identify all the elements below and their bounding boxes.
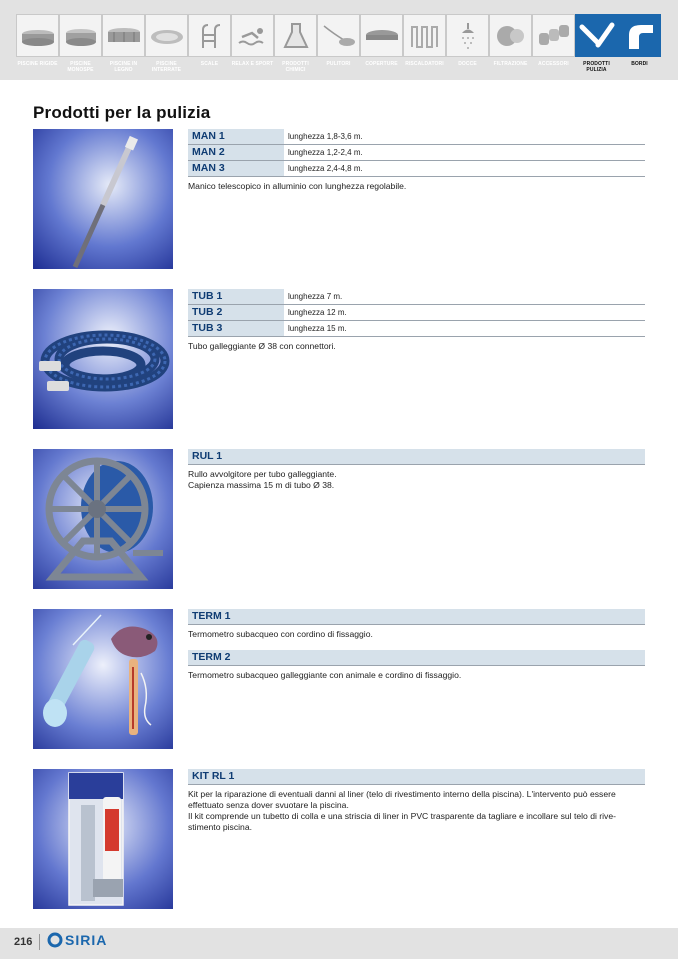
product-row	[188, 609, 645, 625]
category-accessori[interactable]	[532, 14, 575, 67]
product-row	[188, 305, 645, 321]
category-bordi[interactable]	[618, 14, 661, 67]
pool-edge-icon	[621, 19, 659, 53]
product-row	[188, 289, 645, 305]
category-label: PRODOTTI CHIMICI	[282, 61, 309, 73]
page-number: 216	[14, 936, 33, 948]
category-piscine-rigide[interactable]	[16, 14, 59, 67]
shower-icon	[449, 21, 487, 51]
category-label: FILTRAZIONE	[493, 61, 528, 67]
product-row	[188, 650, 645, 666]
product-code: TERM 1	[188, 609, 645, 624]
fittings-icon	[535, 21, 573, 51]
product-block-tub	[188, 289, 645, 352]
category-filtrazione[interactable]	[489, 14, 532, 67]
product-row	[188, 321, 645, 337]
product-image-repair-kit	[33, 769, 173, 909]
category-docce[interactable]	[446, 14, 489, 67]
product-spec: lunghezza 1,8-3,6 m.	[288, 132, 363, 141]
category-label: BORDI	[631, 61, 648, 67]
wooden-pool-icon	[105, 24, 143, 48]
product-description: Rullo avvolgitore per tubo galleggiante. Capienza massima 15 m di tubo Ø 38.	[188, 469, 337, 490]
category-label: COPERTURE	[365, 61, 398, 67]
product-code: MAN 3	[188, 161, 284, 176]
product-row	[188, 449, 645, 465]
category-label: RELAX E SPORT	[231, 61, 274, 67]
product-code: MAN 1	[188, 129, 284, 144]
product-image-thermometers	[33, 609, 173, 749]
product-code: TERM 2	[188, 650, 645, 665]
product-block-man	[188, 129, 645, 192]
category-navbar	[0, 0, 678, 80]
product-spec: lunghezza 2,4-4,8 m.	[288, 164, 363, 173]
category-piscine-interrate[interactable]	[145, 14, 188, 73]
product-code: MAN 2	[188, 145, 284, 160]
product-code: TUB 1	[188, 289, 284, 304]
category-label: PISCINE INTERRATE	[151, 61, 182, 73]
product-code: KIT RL 1	[188, 769, 645, 784]
product-row	[188, 129, 645, 145]
product-image-hose-reel	[33, 449, 173, 589]
footer-divider	[39, 934, 40, 950]
product-spec: lunghezza 12 m.	[288, 308, 347, 317]
rigid-pool-icon	[19, 24, 57, 48]
product-spec: lunghezza 15 m.	[288, 324, 347, 333]
category-coperture[interactable]	[360, 14, 403, 67]
category-label: PISCINE RIGIDE	[17, 61, 58, 67]
product-image-telescopic-pole	[33, 129, 173, 269]
logo-ring-icon	[47, 932, 63, 948]
swimmer-icon	[234, 22, 272, 50]
pool-cleaner-icon	[320, 22, 358, 50]
category-piscine-legno[interactable]	[102, 14, 145, 73]
category-piscine-monospe[interactable]	[59, 14, 102, 73]
category-scale[interactable]	[188, 14, 231, 67]
product-spec: lunghezza 7 m.	[288, 292, 343, 301]
ladder-icon	[191, 22, 229, 50]
product-block-kit	[188, 769, 645, 833]
logo-text: SIRIA	[65, 932, 108, 948]
category-label: RISCALDATORI	[405, 61, 444, 67]
product-code: RUL 1	[188, 449, 645, 464]
product-block-term	[188, 609, 645, 681]
category-label: PISCINE IN LEGNO	[109, 61, 138, 73]
product-description: Manico telescopico in alluminio con lunghezza regolabile.	[188, 181, 407, 191]
product-code: TUB 2	[188, 305, 284, 320]
category-label: SCALE	[200, 61, 219, 67]
product-row	[188, 145, 645, 161]
inground-pool-icon	[148, 24, 186, 48]
filter-icon	[492, 21, 530, 51]
category-label: PULITORI	[326, 61, 351, 67]
category-prodotti-chimici[interactable]	[274, 14, 317, 73]
heater-coil-icon	[406, 21, 444, 51]
category-label: ACCESSORI	[538, 61, 569, 67]
product-description: Tubo galleggiante Ø 38 con connettori.	[188, 341, 336, 351]
category-label: PRODOTTI PULIZIA	[583, 61, 610, 73]
product-spec: lunghezza 1,2-2,4 m.	[288, 148, 363, 157]
category-label: PISCINE MONOSPE	[67, 61, 94, 73]
category-pulitori[interactable]	[317, 14, 360, 67]
product-row	[188, 769, 645, 785]
brush-icon	[578, 19, 616, 53]
category-relax-sport[interactable]	[231, 14, 274, 67]
flask-icon	[277, 21, 315, 51]
product-row	[188, 161, 645, 177]
category-prodotti-pulizia[interactable]	[575, 14, 618, 73]
product-code: TUB 3	[188, 321, 284, 336]
product-image-floating-hose	[33, 289, 173, 429]
category-riscaldatori[interactable]	[403, 14, 446, 67]
product-block-rul	[188, 449, 645, 491]
product-description: Termometro subacqueo galleggiante con animale e cordino di fissaggio.	[188, 670, 462, 680]
product-description: Termometro subacqueo con cordino di fissaggio.	[188, 629, 373, 639]
monospe-pool-icon	[62, 24, 100, 48]
brand-logo	[47, 932, 107, 948]
category-label: DOCCE	[458, 61, 477, 67]
pool-cover-icon	[363, 24, 401, 48]
product-description: Kit per la riparazione di eventuali danni al liner (telo di rivestimento interno della piscina). L'intervento può essere effettuato senza dover svuotare la piscina. Il kit comprende un tubetto di colla e una striscia di liner in PVC trasparente da tagliare e incollare sul telo di rive-stimento piscina.	[188, 789, 616, 832]
page-title: Prodotti per la pulizia	[33, 103, 211, 122]
